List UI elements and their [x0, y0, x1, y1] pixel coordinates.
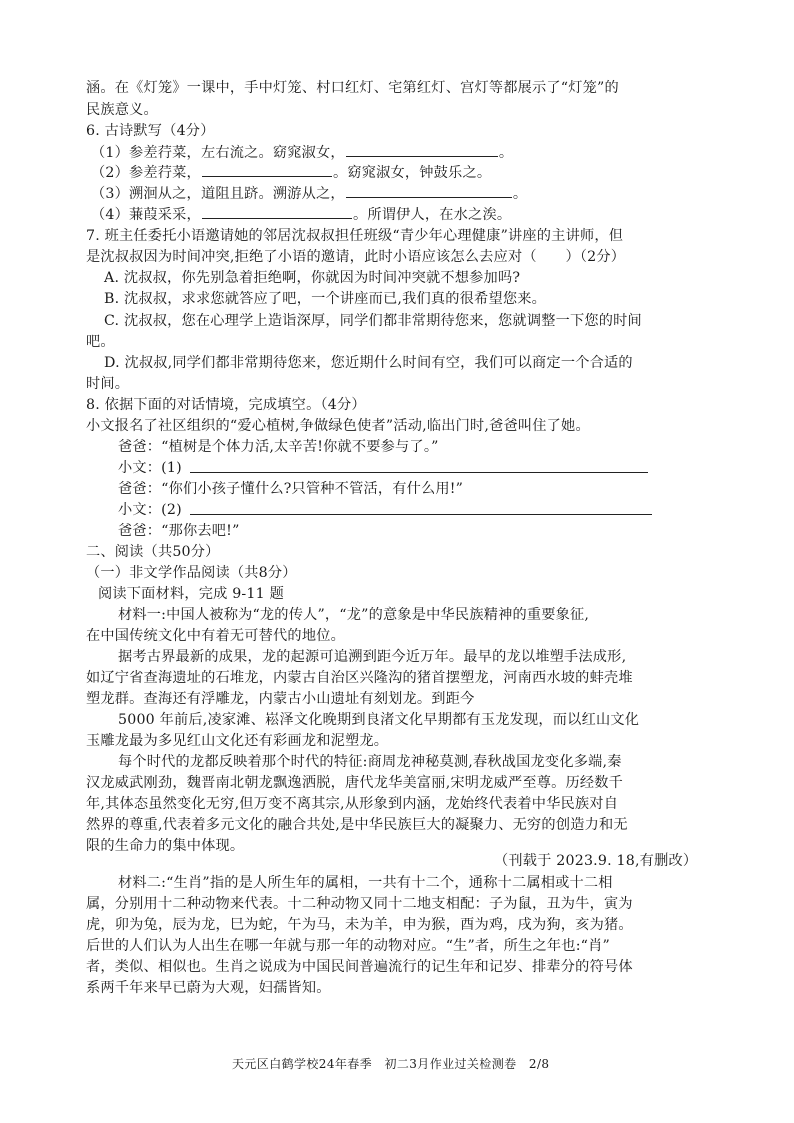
material1-line-5: 塑龙群。查海还有浮雕龙，内蒙古小山遗址有刻划龙。到距今: [86, 691, 475, 707]
q6-blank-4[interactable]: [202, 204, 352, 219]
q6-item-3: （3）溯洄从之，道阻且跻。溯游从之， 。: [91, 183, 527, 204]
q7-stem-2: 是沈叔叔因为时间冲突,拒绝了小语的邀请，此时小语应该怎么去应对（ ）（2分）: [86, 249, 626, 265]
material1-source: （刊载于 2023.9. 18,有删改）: [494, 853, 698, 869]
subsection-1-title: （一）非文学作品阅读（共8分）: [86, 565, 297, 581]
material2-line-5: 者，类似、相似也。生肖之说成为中国民间普遍流行的记生年和记岁、排辈分的符号体: [86, 959, 633, 975]
material1-line-10: 年,其体态虽然变化无穷,但万变不离其宗,从形象到内涵，龙始终代表着中华民族对自: [86, 796, 619, 812]
q6-blank-2[interactable]: [202, 162, 332, 177]
q8-dad-3: 爸爸：“那你去吧!”: [118, 523, 240, 539]
q7-option-d-2: 时间。: [86, 376, 130, 392]
q7-stem-1: 7. 班主任委托小语邀请她的邻居沈叔叔担任班级“青少年心理健康”讲座的主讲师，但: [86, 228, 624, 244]
q6-item-2: （2）参差荇菜， 。窈窕淑女，钟鼓乐之。: [91, 162, 491, 183]
intro-line-1: 涵。在《灯笼》一课中，手中灯笼、村口红灯、宅第红灯、宫灯等都展示了“灯笼”的: [86, 80, 619, 96]
material2-line-4: 后世的人们认为人出生在哪一年就与那一年的动物对应。“生”者，所生之年也:“肖”: [86, 938, 610, 954]
q7-option-c-1: C. 沈叔叔，您在心理学上造诣深厚，同学们都非常期待您来，您就调整一下您的时间: [104, 313, 642, 329]
q7-option-b: B. 沈叔叔，求求您就答应了吧，一个讲座而已,我们真的很希望您来。: [104, 291, 546, 307]
q8-context: 小文报名了社区组织的“爱心植树,争做绿色使者”活动,临出门时,爸爸叫住了她。: [86, 418, 590, 434]
q6-item-4: （4）蒹葭采采， 。所谓伊人，在水之涘。: [91, 204, 511, 225]
q6-blank-3[interactable]: [346, 183, 512, 198]
material1-line-7: 玉雕龙最为多见红山文化还有彩画龙和泥塑龙。: [86, 733, 389, 749]
q6-item-1: （1）参差荇菜，左右流之。窈窕淑女， 。: [91, 142, 513, 163]
q8-title: 8. 依据下面的对话情境，完成填空。（4分）: [86, 397, 366, 413]
material1-line-4: 如辽宁省查海遗址的石堆龙，内蒙古自治区兴隆沟的猪首摆塑龙，河南西水坡的蚌壳堆: [86, 670, 633, 686]
q7-option-a: A. 沈叔叔，你先别急着拒绝啊，你就因为时间冲突就不想参加吗?: [104, 270, 521, 286]
material2-line-2: 属，分别用十二种动物来代表。十二种动物又同十二地支相配：子为鼠，丑为牛，寅为: [86, 896, 633, 912]
q8-dad-2: 爸爸：“你们小孩子懂什么?只管种不管活，有什么用!”: [118, 481, 464, 497]
material1-line-3: 据考古界最新的成果，龙的起源可追溯到距今近万年。最早的龙以堆塑手法成形,: [118, 649, 627, 665]
section-reading-title: 二、阅读（共50分）: [86, 544, 220, 560]
q8-xiaowen-1: 小文：(1): [118, 460, 182, 476]
q8-answer-line-2[interactable]: [190, 514, 652, 515]
material1-line-6: 5000 年前后,凌家滩、崧泽文化晚期到良渚文化早期都有玉龙发现，而以红山文化: [118, 712, 640, 728]
material2-line-6: 系两千年来早已蔚为大观，妇孺皆知。: [86, 980, 331, 996]
q6-title: 6. 古诗默写（4分）: [86, 123, 215, 139]
page-footer: 天元区白鹤学校24年春季 初二3月作业过关检测卷 2/8: [232, 1057, 550, 1071]
q8-xiaowen-2: 小文：(2): [118, 502, 182, 518]
material1-line-11: 然界的尊重,代表着多元文化的融合共处,是中华民族巨大的凝聚力、无穷的创造力和无: [86, 817, 628, 833]
material1-line-8: 每个时代的龙都反映着那个时代的特征:商周龙神秘莫测,春秋战国龙变化多端,秦: [118, 754, 622, 770]
material1-line-1: 材料一:中国人被称为“龙的传人”，“龙”的意象是中华民族精神的重要象征,: [118, 607, 590, 623]
q8-answer-line-1[interactable]: [190, 472, 648, 473]
material1-line-2: 在中国传统文化中有着无可替代的地位。: [86, 628, 345, 644]
q7-option-c-2: 吧。: [86, 334, 115, 350]
reading-instruction: 阅读下面材料，完成 9-11 题: [98, 586, 284, 602]
material1-line-9: 汉龙威武刚劲，魏晋南北朝龙飘逸洒脱，唐代龙华美富丽,宋明龙威严至尊。历经数千: [86, 775, 624, 791]
intro-line-2: 民族意义。: [86, 102, 158, 118]
material2-line-1: 材料二:“生肖”指的是人所生年的属相，一共有十二个，通称十二属相或十二相: [118, 875, 613, 891]
q6-blank-1[interactable]: [346, 142, 498, 157]
material1-line-12: 限的生命力的集中体现。: [86, 838, 245, 854]
q7-option-d-1: D. 沈叔叔,同学们都非常期待您来，您近期什么时间有空，我们可以商定一个合适的: [104, 355, 633, 371]
q8-dad-1: 爸爸：“植树是个体力活,太辛苦!你就不要参与了。”: [118, 439, 439, 455]
material2-line-3: 虎，卯为兔，辰为龙，巳为蛇，午为马，未为羊，申为猴，酉为鸡，戌为狗，亥为猪。: [86, 917, 633, 933]
